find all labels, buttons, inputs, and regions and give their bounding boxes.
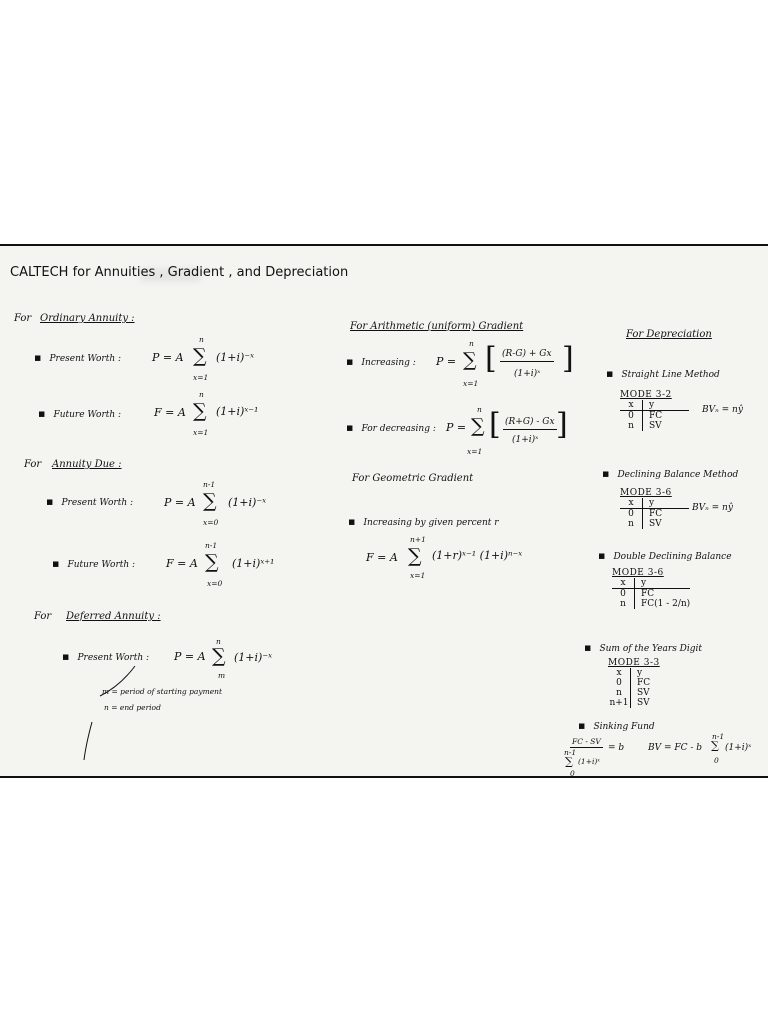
table-cell: 0 xyxy=(616,678,622,688)
straight-line-label: ▪ Straight Line Method xyxy=(606,368,720,380)
table-col-y: y xyxy=(634,578,681,588)
deferred-pw-sigma-top: n xyxy=(216,637,221,646)
table-cell: FC(1 - 2/n) xyxy=(634,599,690,609)
table-cell: 0 xyxy=(620,589,626,599)
table-cell: SV xyxy=(630,688,677,698)
ordinary-fw-term: (1+i)ˣ⁻¹ xyxy=(216,405,259,418)
ordinary-pw-label: ▪ Present Worth : xyxy=(34,352,121,364)
arithmetic-dec-denominator: (1+i)ˣ xyxy=(512,435,539,445)
sinking-sigma-top: n-1 xyxy=(564,748,577,757)
due-heading-for: For xyxy=(24,459,42,470)
deferred-pw-label: ▪ Present Worth : xyxy=(62,651,149,663)
page-title: CALTECH for Annuities , Gradient , and Depreciation xyxy=(10,265,349,280)
table-cell: SV xyxy=(642,421,689,431)
sinking-bv-term: (1+i)ˣ xyxy=(725,743,752,753)
table-cell: n xyxy=(616,688,622,698)
deferred-annuity-heading: Deferred Annuity : xyxy=(66,611,161,622)
deferred-heading-for: For xyxy=(34,611,52,622)
declining-balance-label: ▪ Declining Balance Method xyxy=(602,468,738,480)
table-cell: FC xyxy=(642,411,689,421)
sinking-sigma-bottom: 0 xyxy=(570,769,575,778)
ordinary-heading-for: For xyxy=(14,313,32,324)
table-cell: SV xyxy=(642,519,689,529)
arithmetic-inc-label: ▪ Increasing : xyxy=(346,356,416,368)
ordinary-fw-sigma-bottom: x=1 xyxy=(193,428,209,437)
deferred-pw-sigma-icon: ∑ xyxy=(212,645,226,667)
due-fw-sigma-bottom: x=0 xyxy=(207,579,223,588)
sinking-denominator: (1+i)ˣ xyxy=(578,757,600,766)
due-fw-sigma-icon: ∑ xyxy=(205,551,219,573)
arithmetic-inc-bracket-right: ] xyxy=(562,341,574,376)
due-fw-formula: F = A xyxy=(166,557,198,570)
table-cell: FC xyxy=(630,678,677,688)
double-declining-mode: MODE 3-6 xyxy=(612,568,664,578)
annuity-due-heading: Annuity Due : xyxy=(52,459,122,470)
syd-label: ▪ Sum of the Years Digit xyxy=(584,642,702,654)
geometric-sigma-bottom: x=1 xyxy=(410,571,426,580)
arithmetic-inc-numerator: (R-G) + Gx xyxy=(500,350,554,362)
bottom-margin xyxy=(0,778,768,1024)
ordinary-pw-sigma-bottom: x=1 xyxy=(193,373,209,382)
top-margin xyxy=(0,0,768,244)
table-cell: n xyxy=(620,599,626,609)
geometric-formula: F = A xyxy=(366,551,398,564)
arithmetic-inc-formula: P = xyxy=(436,355,457,368)
arithmetic-dec-formula: P = xyxy=(446,421,467,434)
arithmetic-inc-bracket-left: [ xyxy=(485,341,497,376)
ordinary-pw-formula: P = A xyxy=(152,351,184,364)
deferred-pw-formula: P = A xyxy=(174,650,206,663)
depreciation-heading: For Depreciation xyxy=(626,329,712,340)
sinking-sigma-icon: ∑ xyxy=(565,755,573,768)
table-col-x: x xyxy=(628,498,634,508)
due-pw-sigma-bottom: x=0 xyxy=(203,518,219,527)
table-col-y: y xyxy=(630,668,677,678)
table-col-x: x xyxy=(620,578,626,588)
declining-mode: MODE 3-6 xyxy=(620,488,672,498)
table-col-y: y xyxy=(642,498,689,508)
ordinary-fw-formula: F = A xyxy=(154,406,186,419)
sinking-eq: = b xyxy=(608,743,625,753)
due-pw-sigma-top: n-1 xyxy=(203,480,216,489)
table-cell: n xyxy=(628,421,634,431)
arithmetic-dec-sigma-top: n xyxy=(477,405,482,414)
declining-balance-table xyxy=(620,488,689,529)
due-pw-formula: P = A xyxy=(164,496,196,509)
ordinary-pw-term: (1+i)⁻ˣ xyxy=(216,351,255,364)
table-cell: FC xyxy=(634,589,681,599)
syd-mode: MODE 3-3 xyxy=(608,658,660,668)
table-cell: n+1 xyxy=(609,698,629,708)
ordinary-pw-sigma-top: n xyxy=(199,335,204,344)
table-cell: FC xyxy=(642,509,689,519)
due-pw-label: ▪ Present Worth : xyxy=(46,496,133,508)
due-fw-term: (1+i)ˣ⁺¹ xyxy=(232,557,275,570)
notes-sheet xyxy=(0,244,768,778)
ordinary-fw-sigma-top: n xyxy=(199,390,204,399)
straight-line-mode: MODE 3-2 xyxy=(620,390,672,400)
sinking-numerator: FC - SV xyxy=(572,737,601,746)
syd-table xyxy=(608,658,677,708)
geometric-inc-label: ▪ Increasing by given percent r xyxy=(348,516,499,528)
arithmetic-dec-bracket-left: [ xyxy=(489,407,501,442)
arithmetic-inc-sigma-top: n xyxy=(469,339,474,348)
arithmetic-dec-label: ▪ For decreasing : xyxy=(346,422,436,434)
deferred-note-n: n = end period xyxy=(104,703,161,712)
arithmetic-dec-sigma-bottom: x=1 xyxy=(467,447,483,456)
arithmetic-inc-sigma-icon: ∑ xyxy=(463,349,477,371)
due-pw-term: (1+i)⁻ˣ xyxy=(228,496,267,509)
arithmetic-dec-numerator: (R+G) - Gx xyxy=(503,418,557,430)
deferred-pw-sigma-bottom: m xyxy=(218,671,226,680)
arithmetic-dec-bracket-right: ] xyxy=(556,407,568,442)
sinking-bv-sigma-top: n-1 xyxy=(712,732,725,741)
table-col-x: x xyxy=(616,668,622,678)
geometric-term: (1+r)ˣ⁻¹ (1+i)ⁿ⁻ˣ xyxy=(432,549,523,562)
double-declining-label: ▪ Double Declining Balance xyxy=(598,550,732,562)
table-col-y: y xyxy=(642,400,689,410)
table-cell: SV xyxy=(630,698,677,708)
ordinary-fw-label: ▪ Future Worth : xyxy=(38,408,121,420)
declining-balance-bv: BVₙ = nŷ xyxy=(692,503,733,513)
deferred-note-m: m = period of starting payment xyxy=(102,687,223,696)
sinking-fund-label: ▪ Sinking Fund xyxy=(578,720,655,732)
geometric-sigma-top: n+1 xyxy=(410,535,426,544)
table-cell: 0 xyxy=(628,411,634,421)
ordinary-pw-sigma-icon: ∑ xyxy=(193,345,207,367)
arithmetic-inc-sigma-bottom: x=1 xyxy=(463,379,479,388)
double-declining-table xyxy=(612,568,690,609)
table-col-x: x xyxy=(628,400,634,410)
sinking-bv: BV = FC - b xyxy=(648,743,703,753)
sinking-bv-sigma-icon: ∑ xyxy=(711,739,719,752)
geometric-gradient-heading: For Geometric Gradient xyxy=(352,473,474,484)
pen-strokes xyxy=(80,664,160,764)
geometric-sigma-icon: ∑ xyxy=(408,545,422,567)
deferred-pw-term: (1+i)⁻ˣ xyxy=(234,651,273,664)
ordinary-annuity-heading: Ordinary Annuity : xyxy=(40,313,135,324)
ordinary-fw-sigma-icon: ∑ xyxy=(193,400,207,422)
arithmetic-dec-sigma-icon: ∑ xyxy=(471,415,485,437)
straight-line-table xyxy=(620,390,689,431)
straight-line-bv: BVₙ = nŷ xyxy=(702,405,743,415)
due-fw-sigma-top: n-1 xyxy=(205,541,218,550)
table-cell: 0 xyxy=(628,509,634,519)
arithmetic-gradient-heading: For Arithmetic (uniform) Gradient xyxy=(350,321,524,332)
due-pw-sigma-icon: ∑ xyxy=(203,490,217,512)
table-cell: n xyxy=(628,519,634,529)
due-fw-label: ▪ Future Worth : xyxy=(52,558,135,570)
arithmetic-inc-denominator: (1+i)ˣ xyxy=(514,369,541,379)
sinking-bv-sigma-bottom: 0 xyxy=(714,756,719,765)
